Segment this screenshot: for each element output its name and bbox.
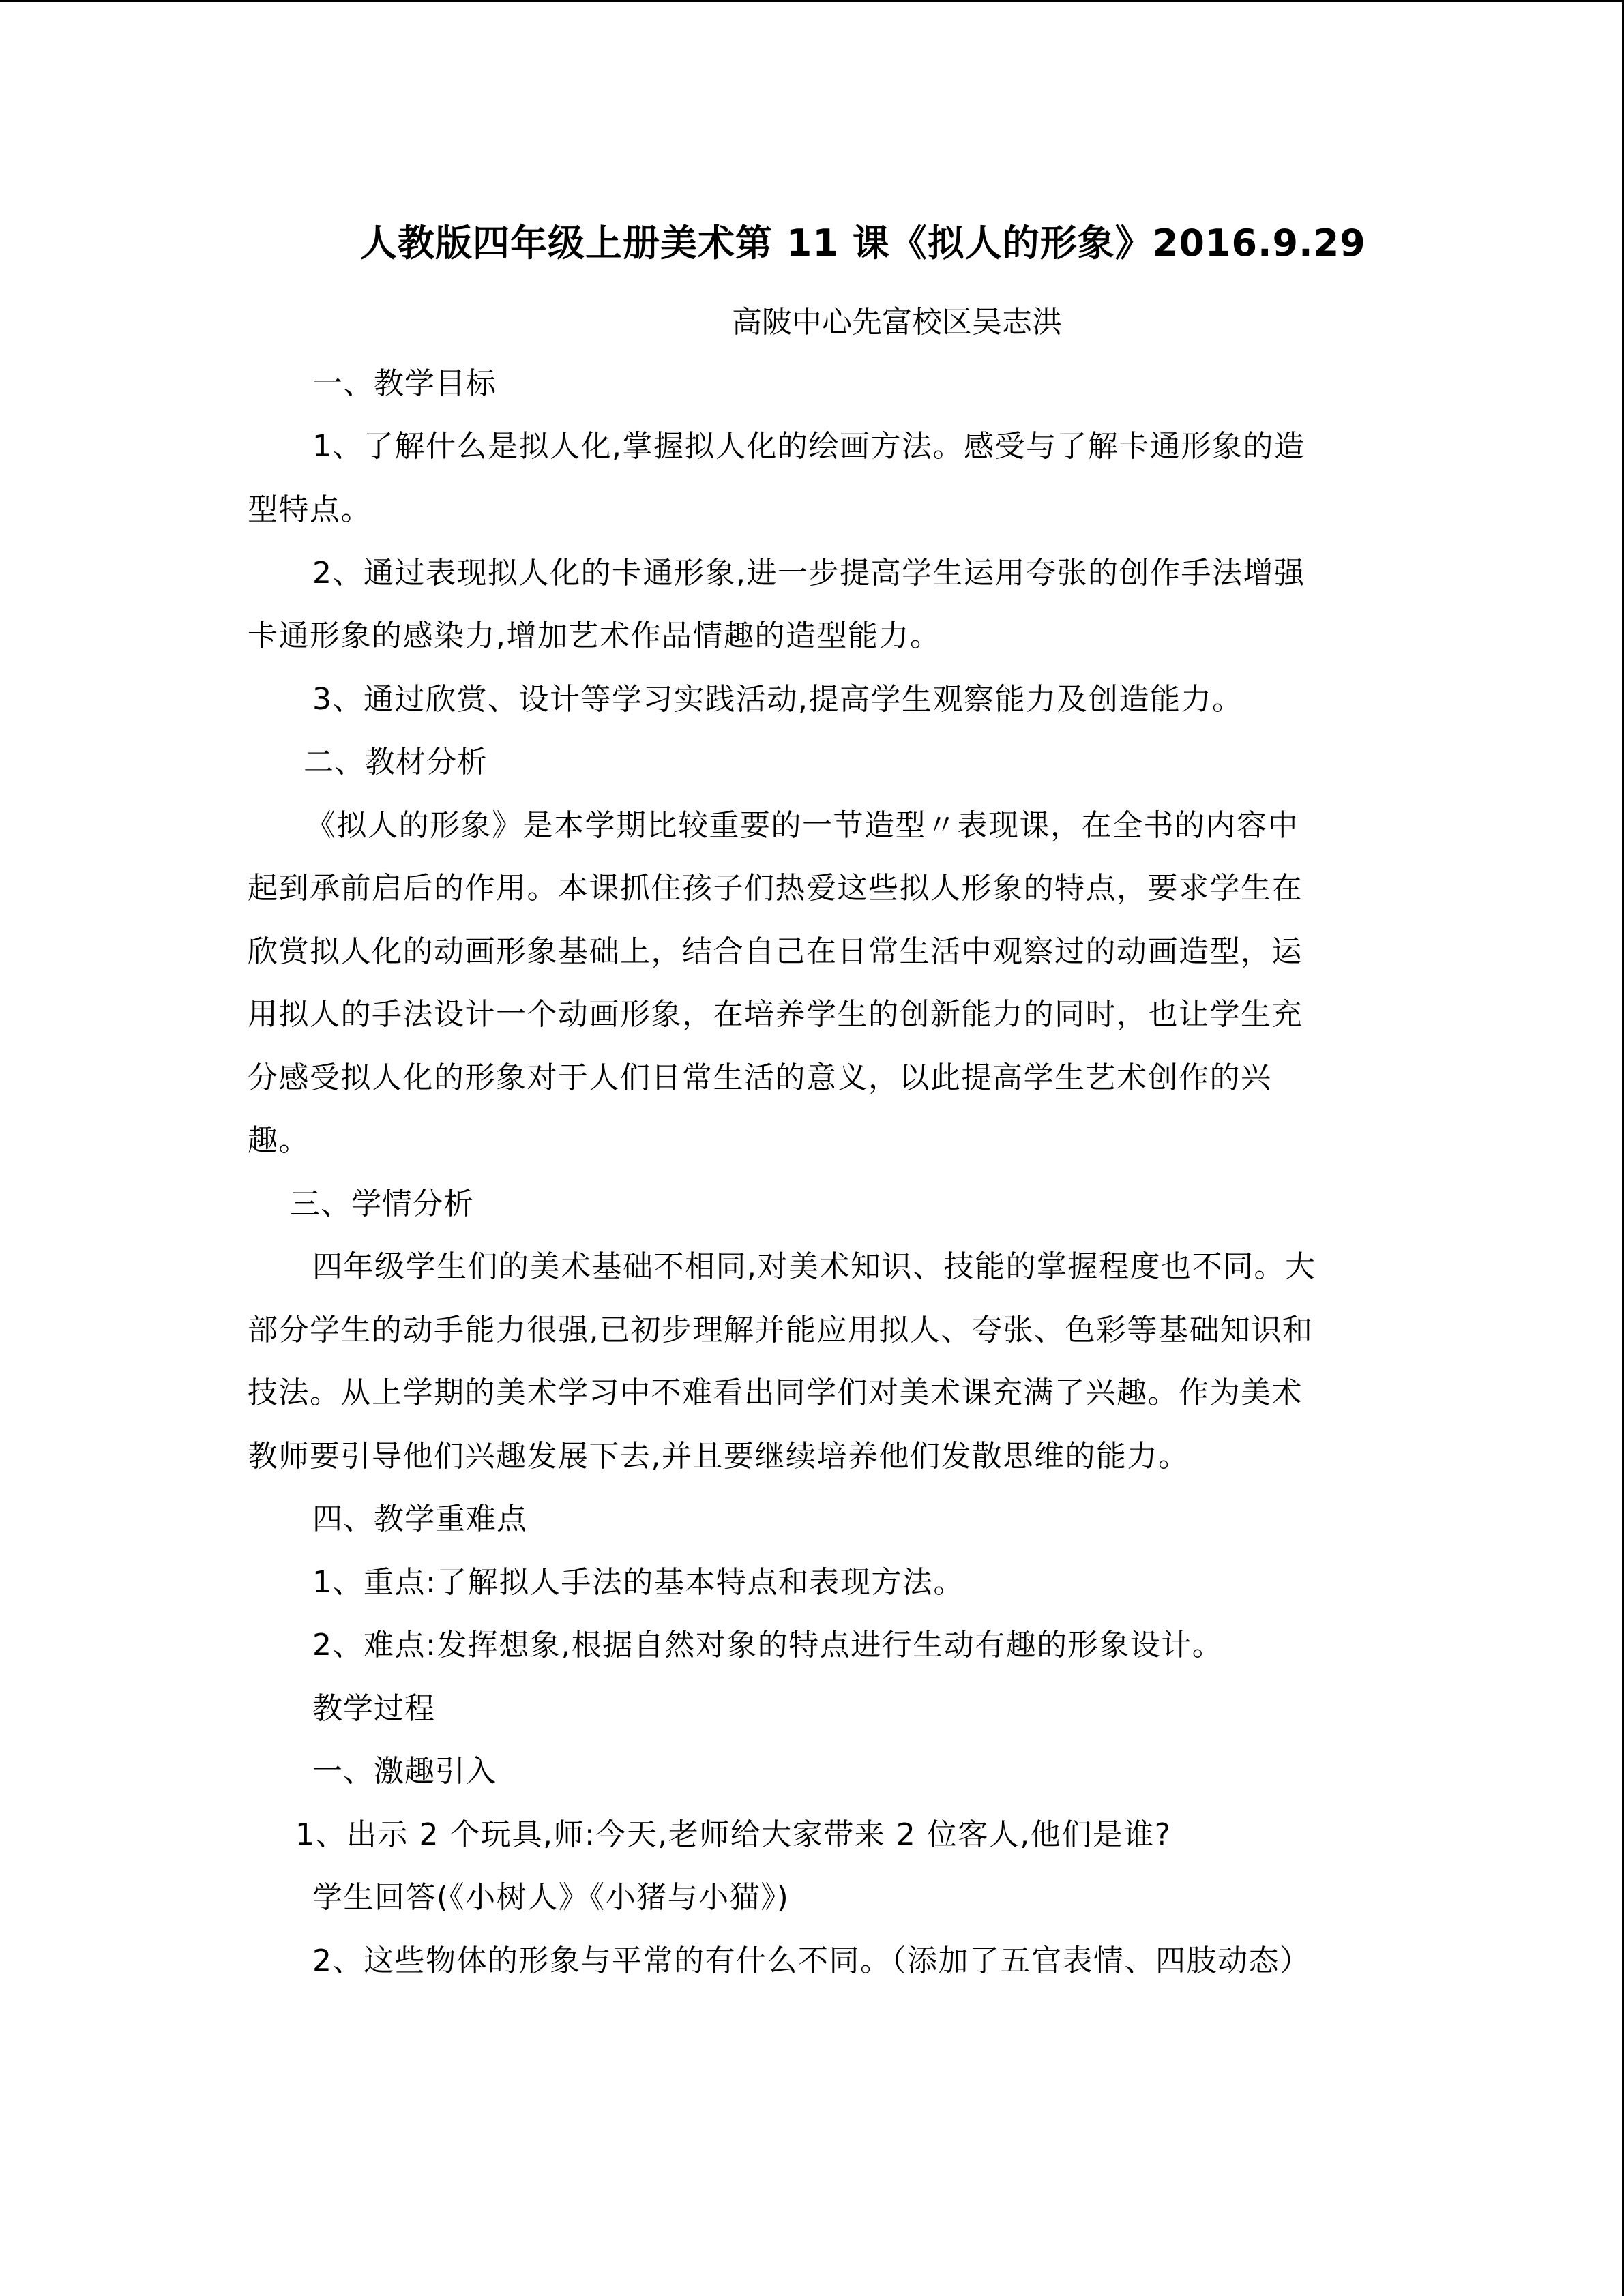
paragraph-line: 欣赏拟人化的动画形象基础上，结合自己在日常生活中观察过的动画造型，运 <box>248 934 1303 969</box>
paragraph-line: 型特点。 <box>248 492 372 527</box>
section-heading-process: 教学过程 <box>312 1691 435 1726</box>
paragraph-line: 1、了解什么是拟人化,掌握拟人化的绘画方法。感受与了解卡通形象的造 <box>312 429 1305 464</box>
paragraph-line: 2、通过表现拟人化的卡通形象,进一步提高学生运用夸张的创作手法增强 <box>312 556 1305 591</box>
section-heading-intro: 一、激趣引入 <box>312 1754 497 1789</box>
section-heading-students: 三、学情分析 <box>290 1187 474 1221</box>
paragraph-line: 1、出示 2 个玩具,师:今天,老师给大家带来 2 位客人,他们是谁? <box>295 1817 1172 1852</box>
page-title: 人教版四年级上册美术第 11 课《拟人的形象》2016.9.29 <box>360 222 1366 265</box>
paragraph-line: 2、难点:发挥想象,根据自然对象的特点进行生动有趣的形象设计。 <box>312 1628 1224 1663</box>
paragraph-line: 卡通形象的感染力,增加艺术作品情趣的造型能力。 <box>248 618 941 653</box>
section-heading-material: 二、教材分析 <box>304 745 488 779</box>
paragraph-line: 2、这些物体的形象与平常的有什么不同。（添加了五官表情、四肢动态） <box>312 1943 1311 1978</box>
paragraph-line: 用拟人的手法设计一个动画形象，在培养学生的创新能力的同时，也让学生充 <box>248 997 1303 1032</box>
paragraph-line: 《拟人的形象》是本学期比较重要的一节造型〃表现课，在全书的内容中 <box>306 808 1299 843</box>
paragraph-line: 分感受拟人化的形象对于人们日常生活的意义，以此提高学生艺术创作的兴 <box>248 1060 1272 1095</box>
paragraph-line: 技法。从上学期的美术学习中不难看出同学们对美术课充满了兴趣。作为美术 <box>248 1375 1303 1410</box>
section-heading-objectives: 一、教学目标 <box>312 366 497 401</box>
section-heading-keypoints: 四、教学重难点 <box>312 1502 527 1536</box>
paragraph-line: 3、通过欣赏、设计等学习实践活动,提高学生观察能力及创造能力。 <box>312 682 1243 717</box>
paragraph-line: 教师要引导他们兴趣发展下去,并且要继续培养他们发散思维的能力。 <box>248 1439 1190 1474</box>
paragraph-line: 四年级学生们的美术基础不相同,对美术知识、技能的掌握程度也不同。大 <box>312 1249 1316 1284</box>
paragraph-line: 趣。 <box>248 1123 310 1158</box>
paragraph-line: 起到承前启后的作用。本课抓住孩子们热爱这些拟人形象的特点，要求学生在 <box>248 871 1303 906</box>
paragraph-line: 部分学生的动手能力很强,已初步理解并能应用拟人、夸张、色彩等基础知识和 <box>248 1313 1314 1347</box>
author-line: 高陂中心先富校区吴志洪 <box>732 305 1062 340</box>
paragraph-line: 学生回答(《小树人》《小猪与小猫》) <box>312 1880 790 1915</box>
paragraph-line: 1、重点:了解拟人手法的基本特点和表现方法。 <box>312 1565 964 1600</box>
